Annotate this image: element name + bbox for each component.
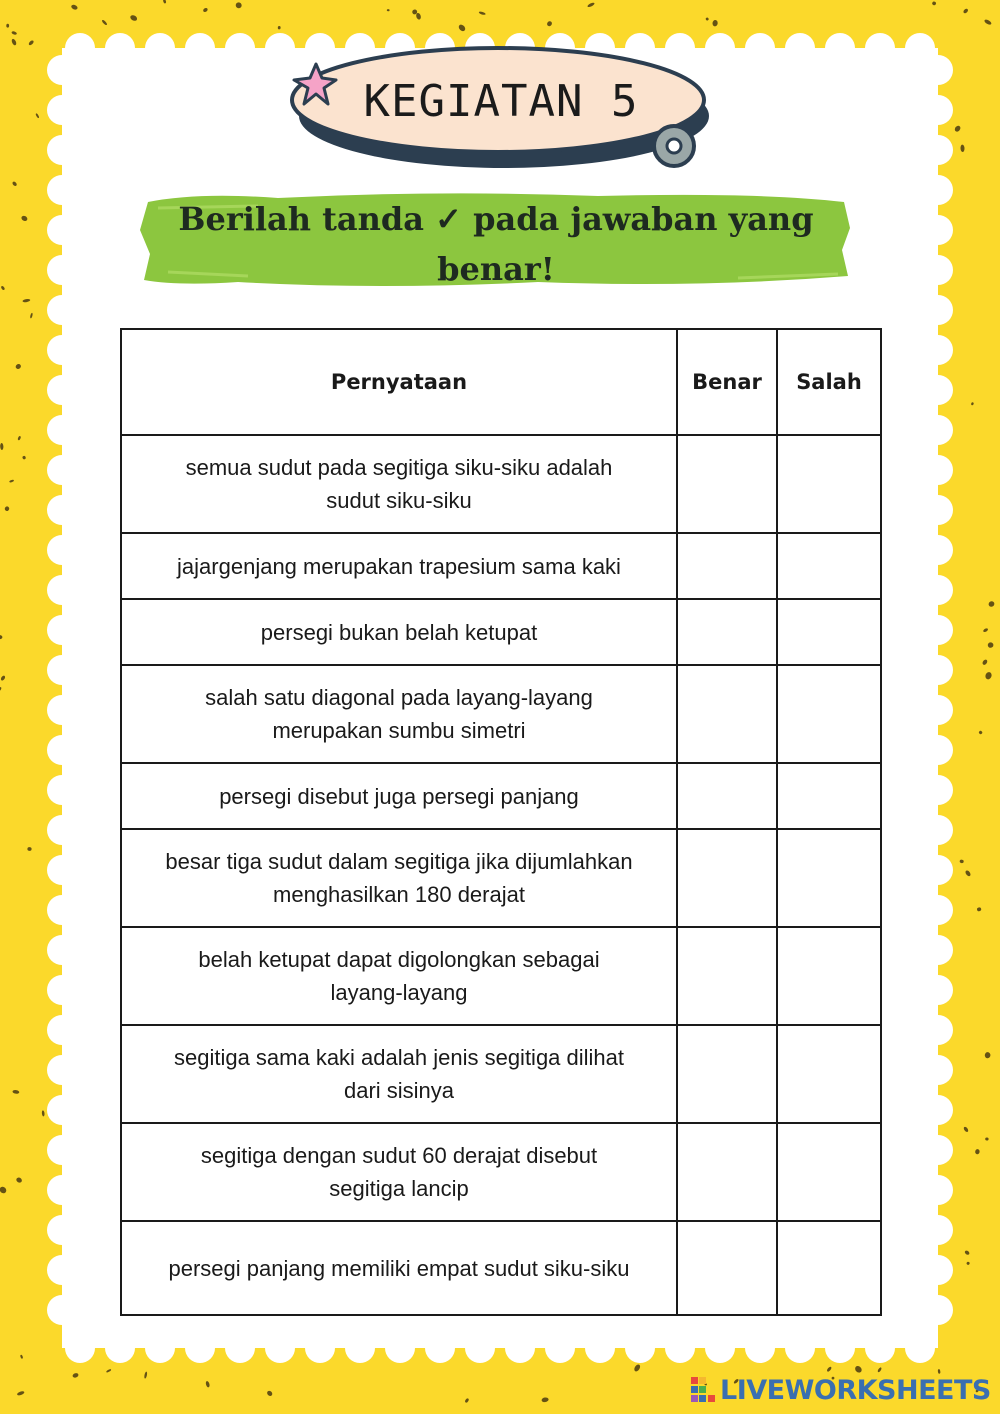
statement-table <box>120 328 882 1316</box>
answer-cell-false[interactable] <box>777 599 881 665</box>
statement-line-1: persegi panjang memiliki empat sudut siku-siku <box>168 1255 630 1281</box>
statement-line-2: menghasilkan 180 derajat <box>273 882 525 907</box>
answer-cell-true[interactable] <box>677 599 777 665</box>
table-row <box>121 599 881 665</box>
statement-line-2: merupakan sumbu simetri <box>272 718 526 743</box>
statement-line-2: segitiga lancip <box>329 1176 469 1201</box>
statement-cell <box>121 1221 677 1315</box>
answer-cell-true[interactable] <box>677 1025 777 1123</box>
statement-cell <box>121 763 677 829</box>
page-title: KEGIATAN 5 <box>363 76 639 127</box>
statement-line-1: semua sudut pada segitiga siku-siku adalah <box>185 455 613 480</box>
statement-line-2: layang-layang <box>330 980 468 1005</box>
statement-line-2: dari sisinya <box>343 1078 455 1103</box>
liveworksheets-logo-icon <box>690 1375 716 1405</box>
answer-cell-true[interactable] <box>677 435 777 533</box>
statement-line-1: segitiga dengan sudut 60 derajat disebut <box>200 1143 598 1168</box>
statement-cell <box>121 829 677 927</box>
liveworksheets-watermark <box>690 1372 991 1408</box>
statement-line-1: jajargenjang merupakan trapesium sama kaki <box>177 553 621 579</box>
answer-cell-false[interactable] <box>777 435 881 533</box>
statement-line-1: besar tiga sudut dalam segitiga jika dijumlahkan <box>165 849 633 874</box>
instruction-banner <box>138 188 854 296</box>
instruction-text <box>168 194 824 294</box>
answer-cell-false[interactable] <box>777 1025 881 1123</box>
table-row <box>121 665 881 763</box>
table-row <box>121 533 881 599</box>
statement-line-1: persegi bukan belah ketupat <box>260 619 538 645</box>
instruction-line-1: Berilah tanda ✓ pada jawaban yang <box>178 200 814 238</box>
statement-cell <box>121 599 677 665</box>
statement-line-1: segitiga sama kaki adalah jenis segitiga dilihat <box>173 1045 625 1070</box>
statement-line-1: belah ketupat dapat digolongkan sebagai <box>198 947 600 972</box>
answer-cell-true[interactable] <box>677 665 777 763</box>
table-row <box>121 763 881 829</box>
statement-cell <box>121 927 677 1025</box>
statement-cell <box>121 1025 677 1123</box>
title-badge <box>286 34 716 184</box>
header-true: Benar <box>677 329 777 435</box>
table-row <box>121 435 881 533</box>
table-row <box>121 1123 881 1221</box>
statement-cell <box>121 665 677 763</box>
table-row <box>121 927 881 1025</box>
answer-cell-false[interactable] <box>777 927 881 1025</box>
table-row <box>121 1025 881 1123</box>
table-header-row <box>121 329 881 435</box>
answer-cell-false[interactable] <box>777 1123 881 1221</box>
statement-line-1: persegi disebut juga persegi panjang <box>219 783 579 809</box>
answer-cell-false[interactable] <box>777 1221 881 1315</box>
table-row <box>121 1221 881 1315</box>
statement-cell <box>121 533 677 599</box>
statement-line-2: sudut siku-siku <box>326 488 472 513</box>
answer-cell-true[interactable] <box>677 927 777 1025</box>
statement-cell <box>121 435 677 533</box>
table-row <box>121 829 881 927</box>
header-statement: Pernyataan <box>121 329 677 435</box>
answer-cell-false[interactable] <box>777 829 881 927</box>
statement-cell <box>121 1123 677 1221</box>
answer-cell-true[interactable] <box>677 829 777 927</box>
answer-cell-true[interactable] <box>677 763 777 829</box>
answer-cell-true[interactable] <box>677 1123 777 1221</box>
watermark-text: LIVEWORKSHEETS <box>720 1374 991 1406</box>
answer-cell-false[interactable] <box>777 665 881 763</box>
answer-cell-true[interactable] <box>677 533 777 599</box>
statement-line-1: salah satu diagonal pada layang-layang <box>205 685 593 710</box>
instruction-line-2: benar! <box>437 250 555 288</box>
answer-cell-false[interactable] <box>777 763 881 829</box>
header-false: Salah <box>777 329 881 435</box>
answer-cell-false[interactable] <box>777 533 881 599</box>
answer-cell-true[interactable] <box>677 1221 777 1315</box>
